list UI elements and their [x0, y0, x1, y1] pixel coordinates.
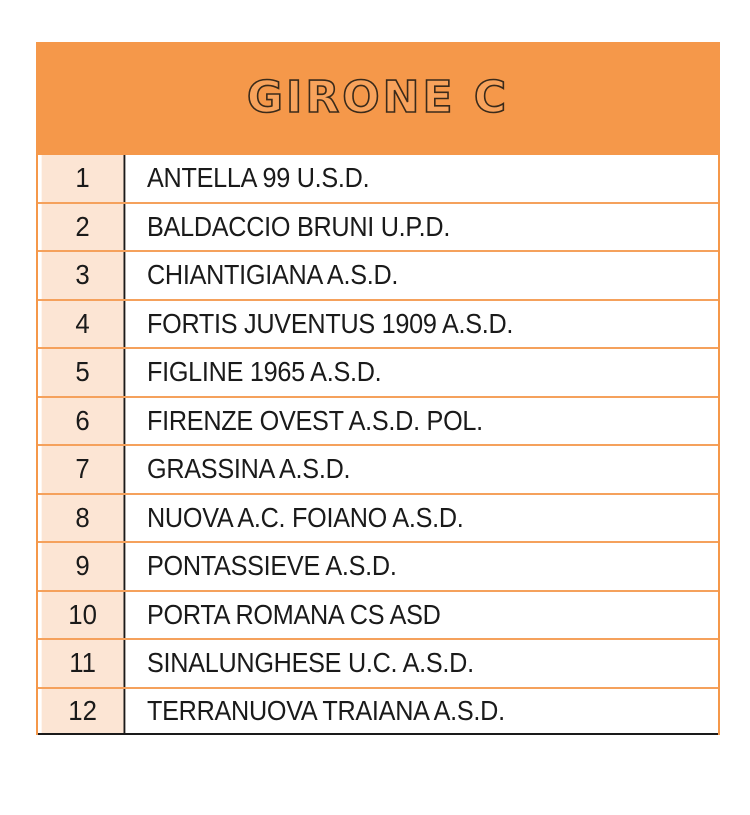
table-row [38, 590, 718, 639]
team-name: FIRENZE OVEST A.S.D. POL. [147, 404, 483, 436]
table-row [38, 250, 718, 299]
team-number: 2 [42, 204, 126, 251]
team-number: 1 [42, 155, 126, 202]
group-title: GIRONE C [246, 72, 510, 123]
team-name-cell [129, 155, 718, 202]
team-name: NUOVA A.C. FOIANO A.S.D. [147, 501, 464, 533]
team-name-cell [129, 640, 718, 687]
team-number: 8 [42, 495, 126, 542]
table-row [38, 541, 718, 590]
table-row [38, 202, 718, 251]
team-name-cell [129, 592, 718, 639]
team-number: 12 [42, 689, 126, 734]
team-name: CHIANTIGIANA A.S.D. [147, 259, 399, 291]
team-name-cell [129, 446, 718, 493]
team-name-cell [129, 301, 718, 348]
team-number: 10 [42, 592, 126, 639]
table-row [38, 444, 718, 493]
table-row [38, 638, 718, 687]
team-list [36, 155, 720, 735]
team-number: 4 [42, 301, 126, 348]
table-row [38, 687, 718, 736]
table-header [36, 42, 720, 155]
team-name: FIGLINE 1965 A.S.D. [147, 356, 382, 388]
team-name-cell [129, 204, 718, 251]
team-name-cell [129, 543, 718, 590]
team-name-cell [129, 349, 718, 396]
team-name-cell [129, 689, 718, 734]
team-number: 11 [42, 640, 126, 687]
group-table [36, 42, 720, 735]
team-name: BALDACCIO BRUNI U.P.D. [147, 210, 451, 242]
team-name: PONTASSIEVE A.S.D. [147, 550, 397, 582]
team-number: 9 [42, 543, 126, 590]
table-row [38, 396, 718, 445]
team-name-cell [129, 398, 718, 445]
team-name: PORTA ROMANA CS ASD [147, 598, 441, 630]
team-name-cell [129, 252, 718, 299]
team-number: 5 [42, 349, 126, 396]
team-name: FORTIS JUVENTUS 1909 A.S.D. [147, 307, 514, 339]
table-row [38, 493, 718, 542]
team-number: 6 [42, 398, 126, 445]
table-row [38, 299, 718, 348]
team-name-cell [129, 495, 718, 542]
team-number: 7 [42, 446, 126, 493]
table-row [38, 155, 718, 202]
team-name: ANTELLA 99 U.S.D. [147, 162, 370, 194]
team-name: TERRANUOVA TRAIANA A.S.D. [147, 694, 505, 726]
team-name: SINALUNGHESE U.C. A.S.D. [147, 647, 474, 679]
team-number: 3 [42, 252, 126, 299]
table-row [38, 347, 718, 396]
team-name: GRASSINA A.S.D. [147, 453, 351, 485]
